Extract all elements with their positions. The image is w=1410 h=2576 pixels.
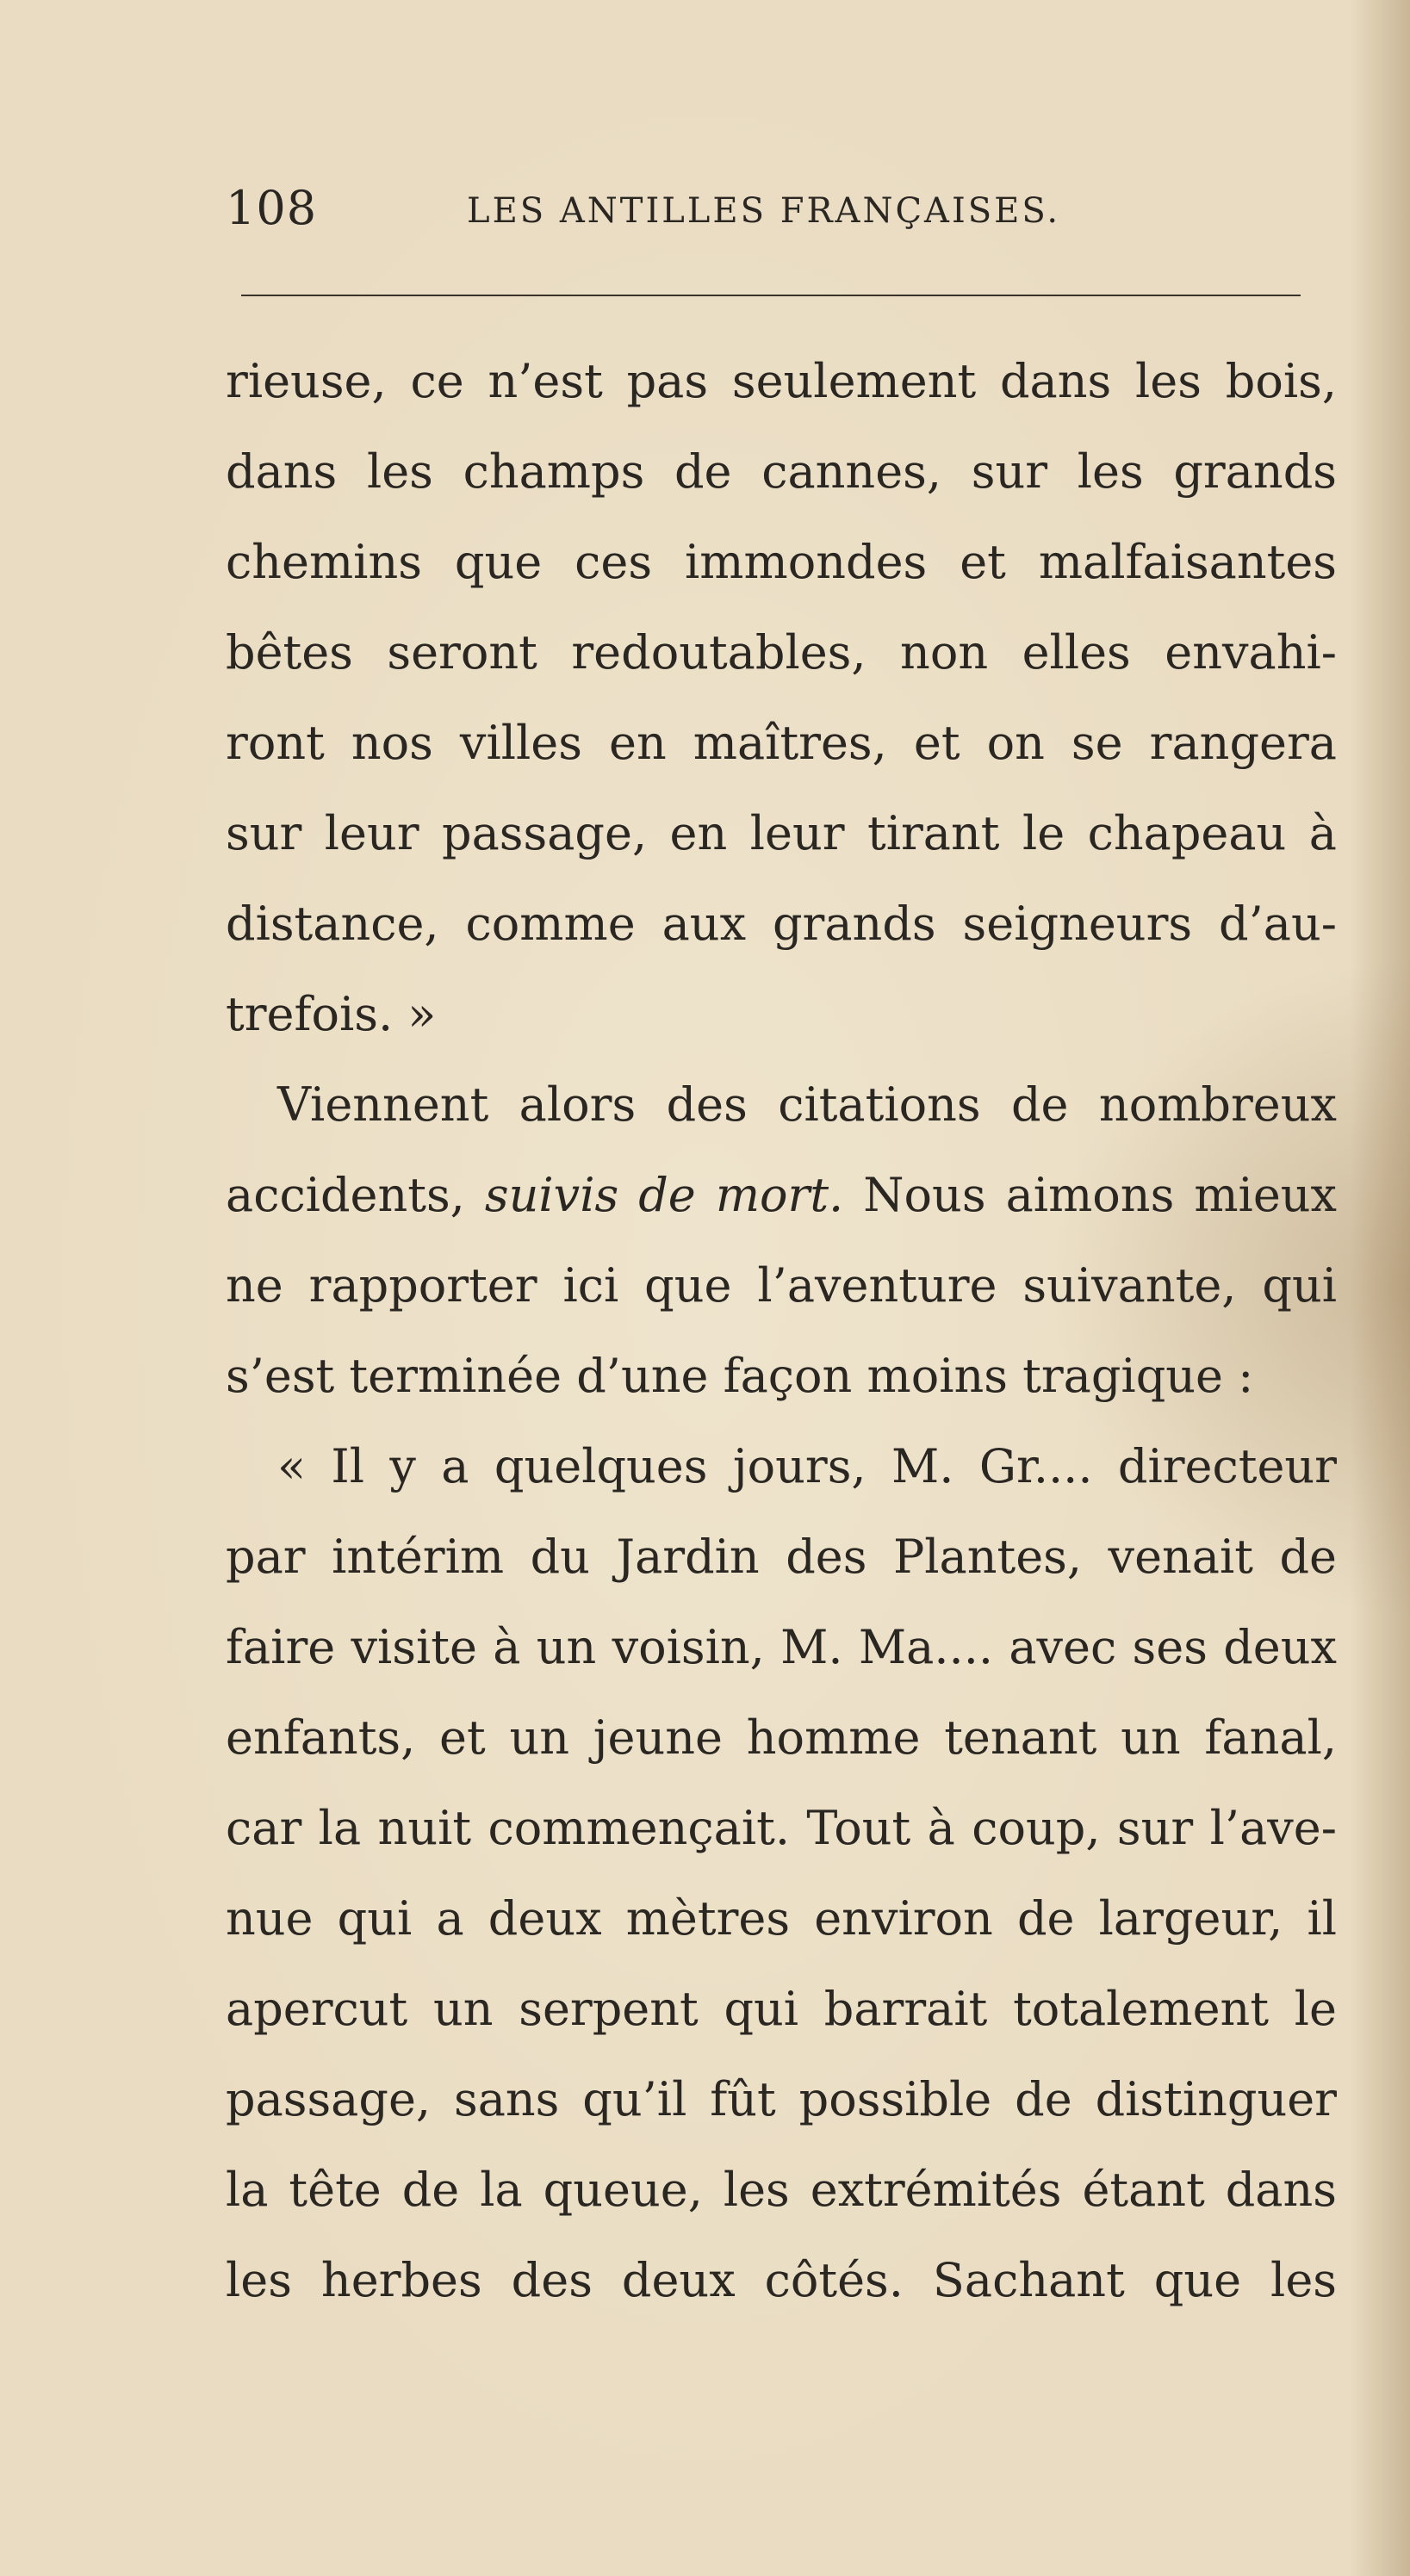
text-line: sur leur passage, en leur tirant le chapeau à — [226, 806, 1337, 860]
text-line: ront nos villes en maîtres, et on se rangera — [226, 716, 1337, 770]
text-line: enfants, et un jeune homme tenant un fanal, — [226, 1710, 1337, 1765]
paragraph-start-line: « Il y a quelques jours, M. Gr.... directeur — [277, 1439, 1337, 1493]
text-line: rieuse, ce n’est pas seulement dans les bois, — [226, 354, 1337, 408]
text-line: faire visite à un voisin, M. Ma.... avec ses deux — [226, 1620, 1337, 1674]
text-line: trefois. » — [226, 987, 437, 1041]
text-line: nue qui a deux mètres environ de largeur, il — [226, 1891, 1337, 1946]
body-text — [226, 336, 1337, 2325]
text-span: Nous aimons mieux — [863, 1168, 1338, 1222]
page-edge-shadow — [1350, 0, 1410, 2576]
italic-emphasis: suivis de mort. — [484, 1168, 844, 1222]
paragraph-start-line: Viennent alors des citations de nombreux — [277, 1077, 1337, 1132]
running-title: LES ANTILLES FRANÇAISES. — [467, 191, 1061, 231]
page-header — [226, 181, 1311, 241]
text-line: bêtes seront redoutables, non elles envahi- — [226, 625, 1337, 680]
page-number: 108 — [226, 181, 318, 235]
text-line: dans les champs de cannes, sur les grands — [226, 444, 1337, 499]
text-line: ne rapporter ici que l’aventure suivante, qui — [226, 1258, 1337, 1313]
text-line: passage, sans qu’il fût possible de distinguer — [226, 2072, 1337, 2126]
text-line: par intérim du Jardin des Plantes, venait de — [226, 1530, 1337, 1584]
text-line: les herbes des deux côtés. Sachant que les — [226, 2253, 1337, 2307]
text-line: car la nuit commençait. Tout à coup, sur l’ave- — [226, 1801, 1337, 1855]
text-line: la tête de la queue, les extrémités étant dans — [226, 2163, 1337, 2217]
text-line: chemins que ces immondes et malfaisantes — [226, 535, 1337, 589]
text-line: apercut un serpent qui barrait totalement le — [226, 1982, 1337, 2036]
text-line: distance, comme aux grands seigneurs d’au- — [226, 897, 1337, 951]
text-span: accidents, — [226, 1168, 465, 1222]
header-rule — [241, 295, 1301, 296]
text-line-mixed — [226, 1150, 1337, 1240]
text-line: s’est terminée d’une façon moins tragique : — [226, 1349, 1254, 1403]
